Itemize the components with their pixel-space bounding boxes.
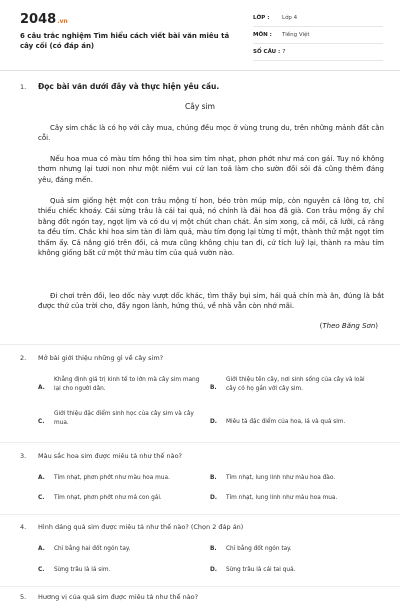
option-text: Khẳng định giá trị kinh tế to lớn mà cây sim mang lại cho người dân.: [54, 377, 200, 392]
site-logo[interactable]: [20, 12, 68, 27]
option-text: Miêu tả đặc điểm của hoa, lá và quả sim.: [226, 419, 346, 425]
question-2-number: 2.: [20, 354, 27, 362]
quiz-meta: [253, 10, 383, 61]
question-divider: [0, 344, 400, 345]
option-text: Sừng trâu là lá sim.: [54, 567, 111, 573]
option-letter: C.: [38, 419, 45, 425]
option-letter: A.: [38, 546, 45, 552]
option-letter: B.: [210, 475, 217, 481]
option-text: Tím nhạt, lung linh như màu hoa đào.: [226, 475, 336, 481]
option-letter: C.: [38, 495, 45, 501]
passage-paragraph-4: Đi chơi trên đồi, leo dốc này vượt dốc khác, tìm thấy bụi sim, hái quả chín mà ăn, đúng là bắt được thứ của trời cho, đầy ngon lành, hứng thú, về nhà vẫn còn nhớ mãi.: [38, 292, 384, 311]
option-text: Sừng trâu là cái tai quả.: [226, 567, 296, 573]
option-text: Tím nhạt, phơn phớt như màu hoa mua.: [54, 475, 170, 481]
option-letter: A.: [38, 475, 45, 481]
passage-paragraph-2: Nếu hoa mua có màu tím hồng thì hoa sim tím nhạt, phơn phớt như má con gái. Tuy nó không thơm nhưng lại tươi non như một niềm vui cứ lan toả làm cho sườn đồi sỏi đá cũng thêm đáng yêu, đáng mến.: [38, 155, 384, 184]
option-letter: C.: [38, 567, 45, 573]
meta-count: [253, 44, 383, 61]
meta-grade: [253, 10, 383, 27]
page-header: [0, 0, 400, 66]
header-divider: [0, 70, 400, 71]
option-text: Giới thiệu tên cây, nơi sinh sống của cây và loài cây có họ gần với cây sim.: [226, 377, 365, 392]
option-text: Giới thiệu đặc điểm sinh học của cây sim và cây mua.: [54, 411, 194, 426]
passage-author-name: Theo Băng Sơn: [322, 322, 376, 330]
meta-subject: [253, 27, 383, 44]
option-letter: B.: [210, 385, 217, 391]
option-text: Tím nhạt, phơn phớt như má con gái.: [54, 495, 162, 501]
meta-count-value: 7: [282, 49, 286, 55]
meta-subject-value: Tiếng Việt: [282, 32, 310, 38]
option-letter: D.: [210, 419, 218, 425]
question-3-number: 3.: [20, 452, 27, 460]
option-text: Chỉ bằng đốt ngón tay.: [226, 546, 292, 552]
question-divider: [0, 442, 400, 443]
question-divider: [0, 586, 400, 587]
meta-grade-label: LỚP :: [253, 15, 270, 21]
question-1-number: 1.: [20, 83, 27, 91]
question-divider: [0, 514, 400, 515]
question-3-text: Màu sắc hoa sim được miêu tả như thế nào?: [38, 452, 182, 460]
question-5-text: Hương vị của quả sim được miêu tả như thế nào?: [38, 593, 199, 601]
passage-paragraph-1: Cây sim chắc là có họ với cây mua, chúng đều mọc ở vùng trung du, trên những mảnh đất cằn cỗi.: [38, 124, 384, 143]
option-letter: D.: [210, 495, 218, 501]
option-text: Tím nhạt, lung linh như màu hoa mua.: [226, 495, 338, 501]
question-2-text: Mở bài giới thiệu những gì về cây sim?: [38, 354, 164, 362]
passage-paragraph-3: Quả sim giống hệt một con trâu mộng tí hon, béo tròn múp míp, còn nguyên cả lông tơ, chỉ thiếu chiếc khoáy. Cái sừng trâu là cái tai quả, nó chính là đài hoa đã già. Con trâu mộng ấy chỉ bằng đốt ngón tay, ngọt lịm và có du vị một chút chan chát. Ăn sim xong, cả môi, cả lưỡi, cả răng ta đều tím. Chắc khi hoa sim tàn đi làm quả, màu tím đọng lại từng tí một, thành thử mật ngọt tím thấm ấy. Cả nắng gió trên đồi, cả mưa cũng không chịu tan đi, cứ tích luỹ lại, thành ra màu tím không giống bất cứ một thứ màu tím của quả vườn nào.: [38, 197, 384, 258]
question-5-number: 5.: [20, 593, 27, 601]
option-letter: D.: [210, 567, 218, 573]
logo-suffix[interactable]: .vn: [57, 18, 68, 25]
meta-grade-value: Lớp 4: [282, 15, 298, 21]
logo-text[interactable]: 2048: [20, 12, 57, 27]
meta-count-label: SỐ CÂU :: [253, 49, 281, 55]
question-1-text: Đọc bài văn dưới đây và thực hiện yêu cầu.: [38, 82, 220, 91]
quiz-title: 6 câu trắc nghiệm Tìm hiểu cách viết bài văn miêu tả cây cối (có đáp án): [20, 32, 230, 50]
question-4-number: 4.: [20, 523, 27, 531]
option-letter: A.: [38, 385, 45, 391]
passage-title: Cây sim: [185, 102, 215, 111]
option-text: Chỉ bằng hai đốt ngón tay.: [54, 546, 131, 552]
option-letter: B.: [210, 546, 217, 552]
meta-subject-label: MÔN :: [253, 32, 272, 38]
question-4-text: Hình dáng quả sim được miêu tả như thế nào? (Chọn 2 đáp án): [38, 523, 244, 531]
passage-author: (Theo Băng Sơn): [319, 322, 378, 330]
